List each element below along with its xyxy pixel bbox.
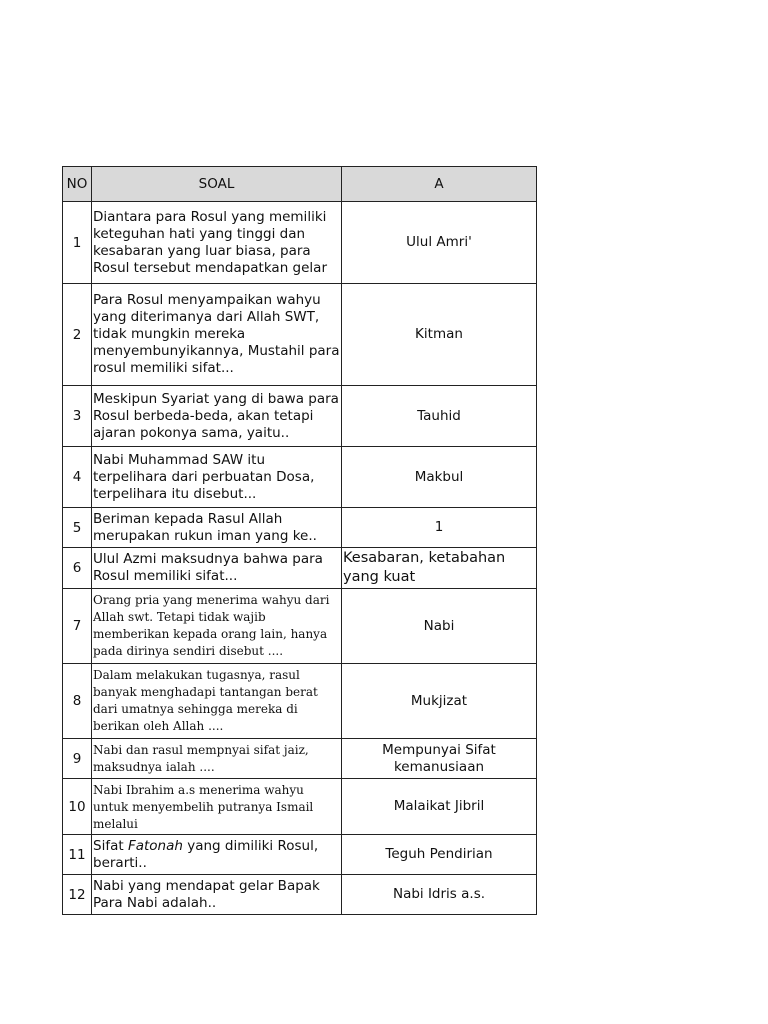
- row-number: 7: [63, 589, 92, 664]
- question-text-suffix: yang dimiliki Rosul, berarti..: [93, 837, 319, 871]
- row-number: 2: [63, 284, 92, 386]
- question-text: Meskipun Syariat yang di bawa para Rosul berbeda-beda, akan tetapi ajaran pokonya sama, yaitu..: [92, 386, 342, 447]
- question-text-italic: Fatonah: [127, 837, 183, 854]
- row-number: 6: [63, 548, 92, 589]
- table-header-row: [63, 167, 537, 202]
- answer-text: Malaikat Jibril: [342, 779, 537, 835]
- question-text: Ulul Azmi maksudnya bahwa para Rosul memiliki sifat...: [92, 548, 342, 589]
- question-text: Orang pria yang menerima wahyu dari Allah swt. Tetapi tidak wajib memberikan kepada orang lain, hanya pada dirinya sendiri disebut ....: [92, 589, 342, 664]
- question-text: Diantara para Rosul yang memiliki keteguhan hati yang tinggi dan kesabaran yang luar biasa, para Rosul tersebut mendapatkan gelar: [92, 202, 342, 284]
- answer-text: 1: [342, 508, 537, 548]
- row-number: 10: [63, 779, 92, 835]
- row-number: 1: [63, 202, 92, 284]
- row-number: 11: [63, 835, 92, 875]
- question-text-prefix: Sifat: [93, 837, 128, 854]
- answer-text: Nabi: [342, 589, 537, 664]
- question-text: Dalam melakukan tugasnya, rasul banyak menghadapi tantangan berat dari umatnya sehingga mereka di berikan oleh Allah ....: [92, 664, 342, 739]
- answer-text: Teguh Pendirian: [342, 835, 537, 875]
- row-number: 12: [63, 875, 92, 915]
- row-number: 9: [63, 739, 92, 779]
- table-row: [63, 779, 537, 835]
- header-soal: SOAL: [92, 167, 342, 202]
- answer-text: Ulul Amri': [342, 202, 537, 284]
- row-number: 3: [63, 386, 92, 447]
- row-number: 8: [63, 664, 92, 739]
- table-row: [63, 386, 537, 447]
- answer-text: Nabi Idris a.s.: [342, 875, 537, 915]
- question-text: [92, 835, 342, 875]
- question-text: Beriman kepada Rasul Allah merupakan rukun iman yang ke..: [92, 508, 342, 548]
- question-text: Para Rosul menyampaikan wahyu yang diterimanya dari Allah SWT, tidak mungkin mereka menyembunyikannya, Mustahil para rosul memiliki sifat...: [92, 284, 342, 386]
- answer-text: Mukjizat: [342, 664, 537, 739]
- table-row: [63, 284, 537, 386]
- row-number: 5: [63, 508, 92, 548]
- answer-text: Kesabaran, ketabahan yang kuat: [342, 548, 537, 589]
- table-row: [63, 548, 537, 589]
- row-number: 4: [63, 447, 92, 508]
- question-text: Nabi Ibrahim a.s menerima wahyu untuk menyembelih putranya Ismail melalui: [92, 779, 342, 835]
- table-row: [63, 664, 537, 739]
- question-text: Nabi yang mendapat gelar Bapak Para Nabi adalah..: [92, 875, 342, 915]
- question-text: Nabi Muhammad SAW itu terpelihara dari perbuatan Dosa, terpelihara itu disebut...: [92, 447, 342, 508]
- question-text: Nabi dan rasul mempnyai sifat jaiz, maksudnya ialah ....: [92, 739, 342, 779]
- header-no: NO: [63, 167, 92, 202]
- header-answer: A: [342, 167, 537, 202]
- answer-text: Makbul: [342, 447, 537, 508]
- table-row: [63, 875, 537, 915]
- table-row: [63, 589, 537, 664]
- table-row: [63, 447, 537, 508]
- table-row: [63, 739, 537, 779]
- answer-text: Mempunyai Sifat kemanusiaan: [342, 739, 537, 779]
- table-row: [63, 202, 537, 284]
- table-row: [63, 508, 537, 548]
- table-row: [63, 835, 537, 875]
- answer-text: Tauhid: [342, 386, 537, 447]
- answer-text: Kitman: [342, 284, 537, 386]
- quiz-table: [62, 166, 537, 915]
